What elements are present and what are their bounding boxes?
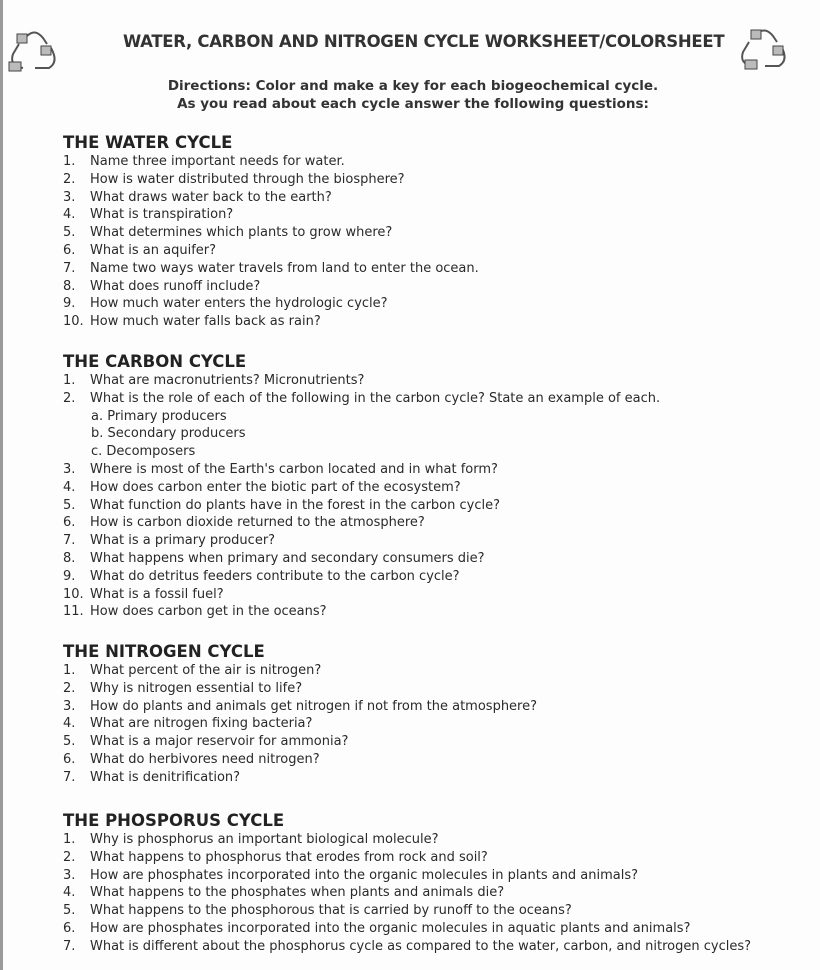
question-number: 1. xyxy=(63,663,76,678)
water-cycle-section xyxy=(63,133,479,331)
question-item xyxy=(63,902,751,920)
nitrogen-cycle-section xyxy=(63,642,537,787)
question-item xyxy=(63,390,660,408)
question-number: 6. xyxy=(63,515,76,531)
question-number: 10. xyxy=(63,586,84,602)
question-item xyxy=(63,295,479,313)
question-item xyxy=(63,532,660,550)
question-item xyxy=(63,550,660,568)
question-item xyxy=(63,884,751,902)
question-number: 1. xyxy=(63,154,76,169)
question-item xyxy=(63,938,751,956)
question-text: What is transpiration? xyxy=(90,207,234,223)
question-number: 5. xyxy=(63,734,76,750)
question-number: 9. xyxy=(63,568,76,584)
question-number: 2. xyxy=(63,680,76,696)
question-number: 3. xyxy=(63,867,76,883)
recycle-icon-left xyxy=(5,26,61,76)
question-item xyxy=(63,586,660,604)
question-number: 6. xyxy=(63,242,76,258)
question-text: Why is phosphorus an important biological molecule? xyxy=(90,832,439,847)
question-text: What is a primary producer? xyxy=(90,533,276,549)
question-item xyxy=(63,514,660,532)
question-number: 2. xyxy=(63,171,76,187)
question-item xyxy=(63,372,660,390)
question-item xyxy=(63,461,660,479)
question-text: Name three important needs for water. xyxy=(90,154,345,169)
question-item xyxy=(63,733,537,751)
directions-line-2: As you read about each cycle answer the following questions: xyxy=(177,96,649,112)
question-text: What percent of the air is nitrogen? xyxy=(90,663,322,678)
question-number: 5. xyxy=(63,903,76,919)
section-heading: THE NITROGEN CYCLE xyxy=(63,642,265,661)
question-item xyxy=(63,920,751,938)
question-number: 3. xyxy=(63,189,76,205)
question-item xyxy=(63,867,751,885)
question-text: Name two ways water travels from land to enter the ocean. xyxy=(90,260,479,276)
question-number: 7. xyxy=(63,769,76,785)
question-text: What are macronutrients? Micronutrients? xyxy=(90,373,365,388)
question-item xyxy=(63,443,660,461)
question-number: 7. xyxy=(63,533,76,549)
question-number: 1. xyxy=(63,832,76,847)
question-item xyxy=(63,189,479,207)
question-text: How are phosphates incorporated into the organic molecules in plants and animals? xyxy=(90,867,639,883)
question-text: What happens to the phosphorous that is carried by runoff to the oceans? xyxy=(90,903,572,919)
question-number: 9. xyxy=(63,296,76,312)
question-number: 6. xyxy=(63,751,76,767)
question-text: What do herbivores need nitrogen? xyxy=(90,751,320,767)
question-item xyxy=(63,680,537,698)
question-item xyxy=(63,260,479,278)
question-number: 4. xyxy=(63,207,76,223)
question-text: How much water enters the hydrologic cycle? xyxy=(90,296,388,312)
question-item xyxy=(63,313,479,331)
question-item xyxy=(63,153,479,171)
question-text: c. Decomposers xyxy=(91,444,196,460)
question-number: 8. xyxy=(63,550,76,566)
question-text: What is a major reservoir for ammonia? xyxy=(90,734,349,750)
question-text: How is carbon dioxide returned to the atmosphere? xyxy=(90,515,425,531)
question-text: Where is most of the Earth's carbon located and in what form? xyxy=(90,461,498,477)
question-number: 4. xyxy=(63,885,76,901)
phosphorus-cycle-section xyxy=(63,811,751,956)
question-text: What is denitrification? xyxy=(90,769,241,785)
question-item xyxy=(63,568,660,586)
question-text: What do detritus feeders contribute to the carbon cycle? xyxy=(90,568,460,584)
question-item xyxy=(63,751,537,769)
question-item xyxy=(63,769,537,787)
question-text: What is a fossil fuel? xyxy=(90,586,224,602)
question-number: 1. xyxy=(63,373,76,388)
question-text: What does runoff include? xyxy=(90,278,261,294)
question-number: 6. xyxy=(63,920,76,936)
question-item xyxy=(63,715,537,733)
question-text: How is water distributed through the biosphere? xyxy=(90,171,405,187)
question-text: How do plants and animals get nitrogen if not from the atmosphere? xyxy=(90,698,538,714)
question-number: 7. xyxy=(63,260,76,276)
question-text: How much water falls back as rain? xyxy=(90,314,321,330)
question-number: 4. xyxy=(63,479,76,495)
question-item xyxy=(63,171,479,189)
question-item xyxy=(63,662,537,680)
question-number: 7. xyxy=(63,938,76,954)
question-item xyxy=(63,497,660,515)
question-item xyxy=(63,224,479,242)
question-text: What draws water back to the earth? xyxy=(90,189,332,205)
question-text: What function do plants have in the forest in the carbon cycle? xyxy=(90,497,500,513)
question-text: What happens to phosphorus that erodes from rock and soil? xyxy=(90,849,488,865)
question-number: 3. xyxy=(63,461,76,477)
question-text: Why is nitrogen essential to life? xyxy=(90,680,303,696)
question-item xyxy=(63,242,479,260)
question-item xyxy=(63,603,660,621)
directions-line-1: Directions: Color and make a key for each biogeochemical cycle. xyxy=(167,78,659,94)
question-number: 11. xyxy=(63,604,84,620)
question-item xyxy=(63,408,660,426)
carbon-cycle-section xyxy=(63,352,660,621)
question-text: a. Primary producers xyxy=(91,408,227,424)
question-item xyxy=(63,278,479,296)
section-heading: THE CARBON CYCLE xyxy=(63,352,247,371)
question-text: How does carbon enter the biotic part of the ecosystem? xyxy=(90,479,461,495)
question-number: 5. xyxy=(63,497,76,513)
question-text: What is different about the phosphorus cycle as compared to the water, carbon, and nitrogen cycles? xyxy=(90,938,752,954)
question-text: What are nitrogen fixing bacteria? xyxy=(90,716,313,732)
question-item xyxy=(63,698,537,716)
question-item xyxy=(63,831,751,849)
question-text: What happens to the phosphates when plants and animals die? xyxy=(90,885,505,901)
question-item xyxy=(63,206,479,224)
question-number: 3. xyxy=(63,698,76,714)
question-text: b. Secondary producers xyxy=(91,426,246,442)
question-number: 2. xyxy=(63,849,76,865)
question-number: 10. xyxy=(63,314,84,330)
question-text: What happens when primary and secondary consumers die? xyxy=(90,550,485,566)
question-text: What is the role of each of the following in the carbon cycle? State an example of each. xyxy=(90,390,661,406)
question-item xyxy=(63,479,660,497)
question-number: 8. xyxy=(63,278,76,294)
question-text: What determines which plants to grow where? xyxy=(90,225,393,241)
question-number: 4. xyxy=(63,716,76,732)
question-number: 5. xyxy=(63,225,76,241)
recycle-icon-right xyxy=(735,24,791,74)
section-heading: THE WATER CYCLE xyxy=(63,133,233,152)
question-item xyxy=(63,849,751,867)
question-text: How does carbon get in the oceans? xyxy=(90,604,327,620)
question-item xyxy=(63,425,660,443)
question-text: How are phosphates incorporated into the organic molecules in aquatic plants and animals? xyxy=(90,920,691,936)
section-heading: THE PHOSPORUS CYCLE xyxy=(63,811,285,830)
question-text: What is an aquifer? xyxy=(90,242,217,258)
question-number: 2. xyxy=(63,390,76,406)
worksheet-title: WATER, CARBON AND NITROGEN CYCLE WORKSHEET/COLORSHEET xyxy=(123,32,725,51)
